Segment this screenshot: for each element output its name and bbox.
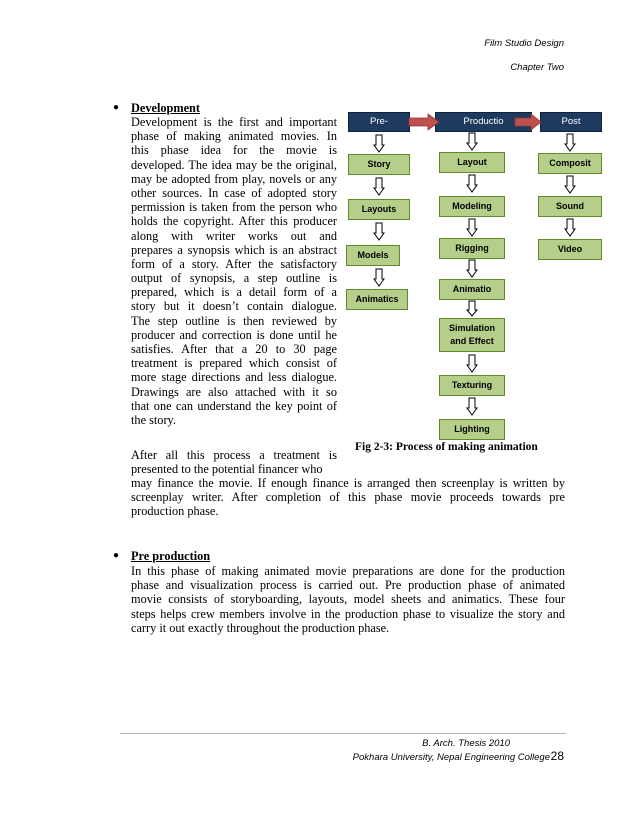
text-line: phase and visualization process is carried out. Pre production phase of animated xyxy=(131,578,565,593)
text-line: production phase. xyxy=(131,504,219,519)
down-arrow-icon xyxy=(373,134,385,153)
down-arrow-icon xyxy=(466,218,478,237)
down-arrow-icon xyxy=(564,175,576,194)
figure-caption: Fig 2-3: Process of making animation xyxy=(355,441,538,453)
down-arrow-icon xyxy=(466,300,478,317)
text-line: presented to the potential financer who xyxy=(131,462,323,477)
phase-header-pre: Pre- xyxy=(348,112,410,132)
text-line: form of a story. After the satisfactory xyxy=(131,256,337,271)
running-header-title: Film Studio Design xyxy=(484,38,564,49)
development-paragraph-2a xyxy=(131,448,337,476)
phase-header-production: Productio xyxy=(435,112,532,132)
down-arrow-icon xyxy=(466,354,478,373)
text-line: other sources. In case of adopted story xyxy=(131,185,337,200)
text-line: prepares a synopsis which is an abstract xyxy=(131,242,337,257)
text-line: output of synopsis, a step outline is xyxy=(131,271,337,286)
production-step-modeling: Modeling xyxy=(439,196,505,217)
production-step-lighting: Lighting xyxy=(439,419,505,440)
pre-step-story: Story xyxy=(348,154,410,175)
text-line: producer and correction is done until he xyxy=(131,327,337,342)
text-line: After all this process a treatment is xyxy=(131,448,337,462)
right-arrow-icon xyxy=(514,113,542,131)
pre-step-models: Models xyxy=(346,245,400,266)
text-line: carry it out exactly throughout the production phase. xyxy=(131,620,390,635)
down-arrow-icon xyxy=(466,132,478,151)
text-line: steps helps crew members involve in the production phase to visualize the story and xyxy=(131,606,565,621)
down-arrow-icon xyxy=(373,268,385,287)
text-line: the story. xyxy=(131,412,176,427)
development-paragraph-1 xyxy=(131,115,337,427)
down-arrow-icon xyxy=(466,259,478,278)
page-number: 28 xyxy=(550,749,564,763)
bullet-preproduction: ● xyxy=(113,550,120,561)
pre-step-layouts: Layouts xyxy=(348,199,410,220)
post-step-compositing: Composit xyxy=(538,153,602,174)
running-header-chapter: Chapter Two xyxy=(510,62,564,73)
development-paragraph-2b xyxy=(131,476,565,519)
text-line: may finance the movie. If enough finance is arranged then screenplay is written by xyxy=(131,476,565,490)
post-step-sound: Sound xyxy=(538,196,602,217)
preproduction-heading: Pre production xyxy=(131,549,211,563)
down-arrow-icon xyxy=(564,133,576,152)
footer-thesis: B. Arch. Thesis 2010 xyxy=(422,738,510,749)
down-arrow-icon xyxy=(466,397,478,416)
bullet-development: ● xyxy=(113,102,120,113)
text-line: that one can understand the key point of xyxy=(131,398,337,413)
preproduction-paragraph xyxy=(131,564,565,635)
down-arrow-icon xyxy=(373,177,385,196)
footer-divider xyxy=(120,733,566,734)
post-step-video: Video xyxy=(538,239,602,260)
development-heading: Development xyxy=(131,101,200,115)
text-line: satisfies. After that a 20 to 30 page xyxy=(131,342,337,356)
phase-header-post: Post xyxy=(540,112,602,132)
text-line: story but it doesn’t contain dialogue. xyxy=(131,299,337,314)
production-step-rigging: Rigging xyxy=(439,238,505,259)
production-step-texturing: Texturing xyxy=(439,375,505,396)
text-line: more stage directions and less dialogue. xyxy=(131,370,337,385)
text-line: movie consists of storyboarding, layouts, model sheets and animatics. These four xyxy=(131,592,565,607)
text-line: this phase idea for the movie is xyxy=(131,143,337,158)
footer-institution: Pokhara University, Nepal Engineering College xyxy=(352,752,550,763)
production-step-simulation xyxy=(439,318,505,352)
text-line: The step outline is then reviewed by xyxy=(131,313,337,328)
text-line: treatment is prepared which consist of xyxy=(131,356,337,371)
down-arrow-icon xyxy=(564,218,576,237)
box-label: and Effect xyxy=(450,336,494,346)
pre-step-animatics: Animatics xyxy=(346,289,408,310)
text-line: permission is taken from the person who xyxy=(131,200,337,215)
right-arrow-icon xyxy=(408,113,440,131)
production-step-layout: Layout xyxy=(439,152,505,173)
text-line: may be adopted from play, novels or any xyxy=(131,171,337,186)
text-line: Development is the first and important xyxy=(131,115,337,129)
text-line: Drawings are also attached with it so xyxy=(131,384,337,399)
text-line: prepared, which is a detail form of a xyxy=(131,285,337,300)
down-arrow-icon xyxy=(466,174,478,193)
text-line: holds the copyright. After this producer xyxy=(131,214,337,229)
box-label: Simulation xyxy=(448,323,495,333)
production-step-animation: Animatio xyxy=(439,279,505,300)
text-line: screenplay writer. After completion of this phase movie proceeds towards pre xyxy=(131,490,565,505)
down-arrow-icon xyxy=(373,222,385,241)
text-line: along with writer works out and xyxy=(131,228,337,243)
text-line: In this phase of making animated movie preparations are done for the production xyxy=(131,564,565,578)
text-line: developed. The idea may be the original, xyxy=(131,157,337,172)
text-line: phase of making animated movies. In xyxy=(131,129,337,144)
